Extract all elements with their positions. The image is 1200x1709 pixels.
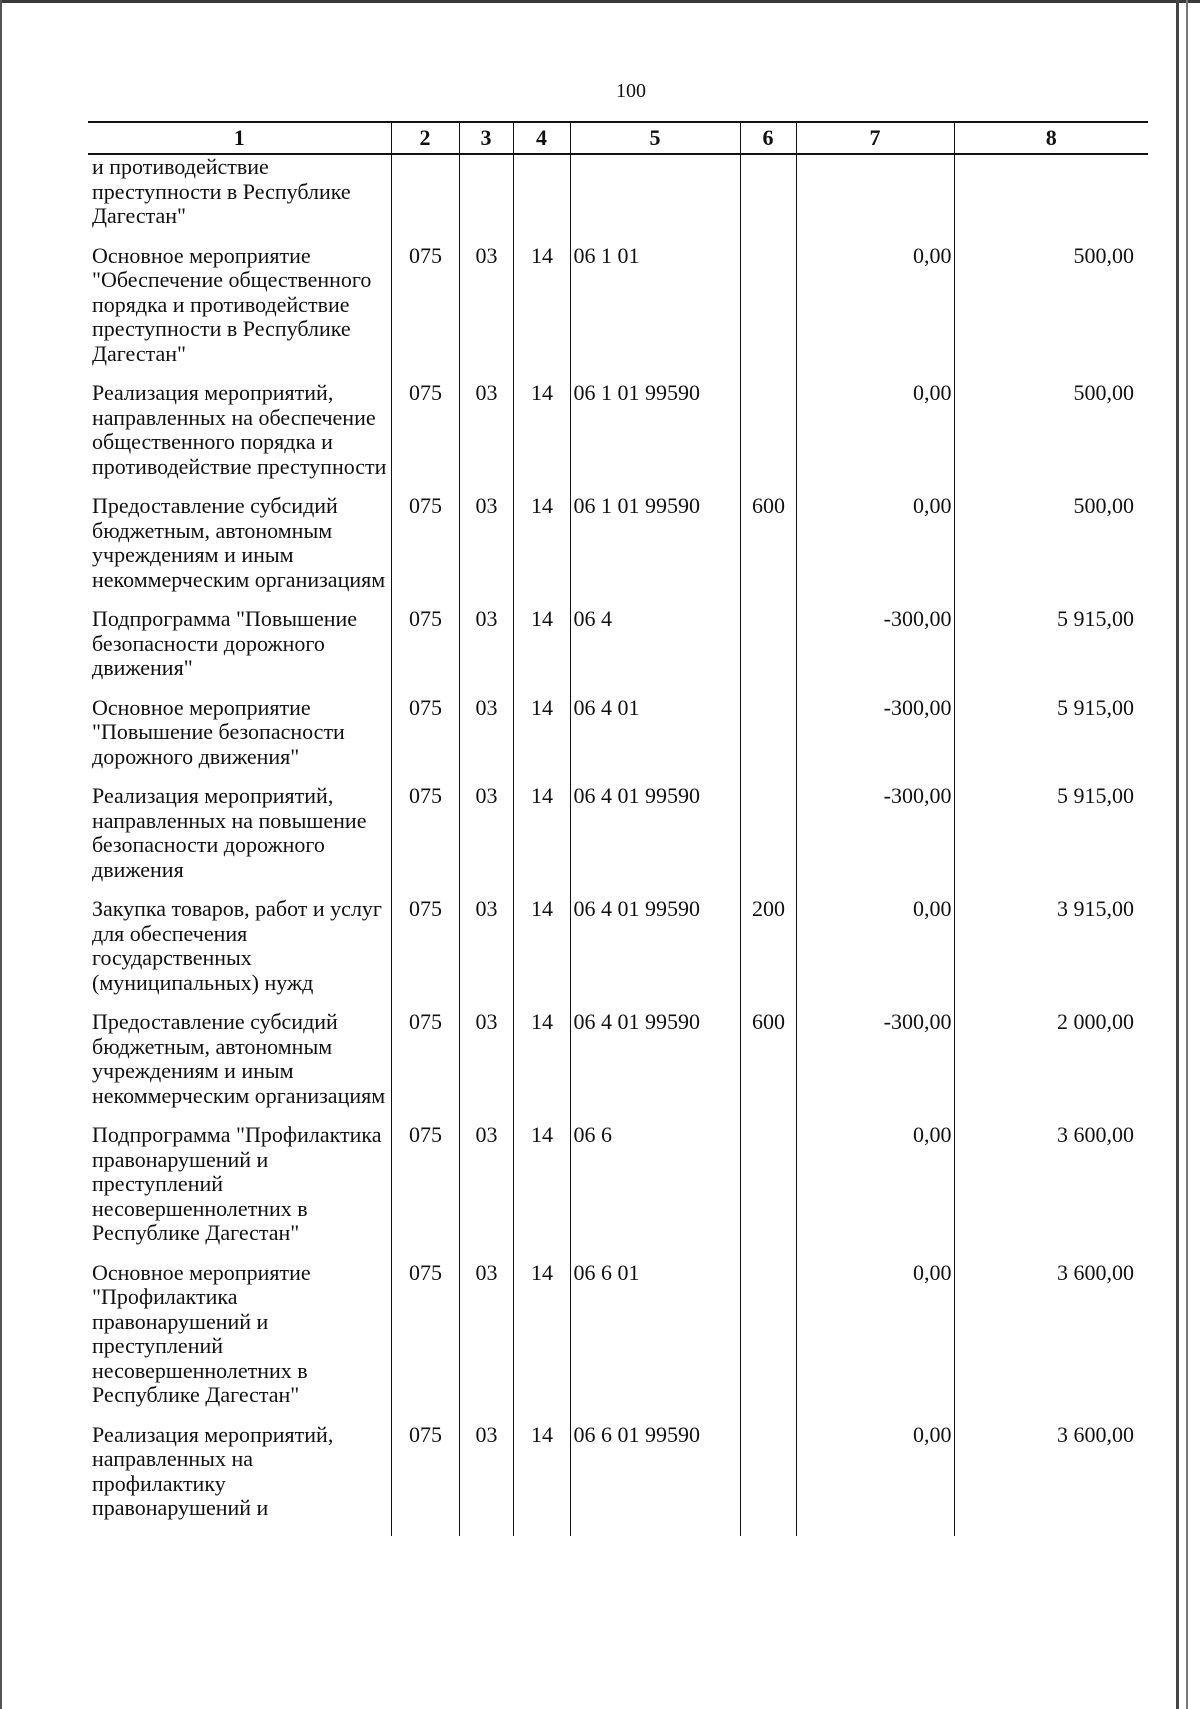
expense-type-cell (740, 381, 796, 494)
amount-change-cell: 0,00 (796, 381, 954, 494)
amount-change-cell: -300,00 (796, 784, 954, 897)
row-name-cell: Предоставление субсидий бюджетным, автономным учреждениям и иным некоммерческим организациям (92, 1009, 386, 1108)
row-name-cell: Основное мероприятие "Профилактика правонарушений и преступлений несовершеннолетних в Республике Дагестан" (92, 1259, 311, 1407)
column-header-4: 4 (513, 122, 570, 154)
amount-change-cell: 0,00 (796, 1423, 954, 1536)
target-article-cell: 06 4 01 99590 (570, 1010, 740, 1123)
amount-total-cell: 3 915,00 (954, 897, 1148, 1010)
target-article-cell: 06 1 01 99590 (570, 381, 740, 494)
column-header-6: 6 (740, 122, 796, 154)
expense-type-cell (740, 154, 796, 244)
amount-change-cell: 0,00 (796, 1123, 954, 1261)
row-name-cell: Подпрограмма "Повышение безопасности дорожного движения" (92, 606, 358, 680)
amount-total-cell: 5 915,00 (954, 607, 1148, 696)
amount-total-cell: 3 600,00 (954, 1423, 1148, 1536)
table-row (88, 1010, 1148, 1123)
admin-code-cell (391, 154, 459, 244)
expense-type-cell (740, 244, 796, 382)
target-article-cell: 06 1 01 (570, 244, 740, 382)
admin-code-cell: 075 (391, 897, 459, 1010)
admin-code-cell: 075 (391, 784, 459, 897)
section-code-cell: 03 (459, 784, 513, 897)
target-article-cell: 06 6 01 (570, 1261, 740, 1423)
row-name-cell: Закупка товаров, работ и услуг для обеспечения государственных (муниципальных) нужд (92, 896, 382, 995)
admin-code-cell: 075 (391, 381, 459, 494)
subsection-code-cell: 14 (513, 784, 570, 897)
amount-change-cell: -300,00 (796, 607, 954, 696)
table-row (88, 381, 1148, 494)
amount-change-cell: 0,00 (796, 897, 954, 1010)
subsection-code-cell: 14 (513, 1010, 570, 1123)
column-header-1: 1 (88, 122, 391, 154)
row-name-cell: Основное мероприятие "Повышение безопасности дорожного движения" (92, 694, 345, 769)
row-name-cell: Предоставление субсидий бюджетным, автономным учреждениям и иным некоммерческим организациям (92, 493, 386, 592)
budget-table-container (88, 121, 1148, 1536)
table-row (88, 1261, 1148, 1423)
section-code-cell: 03 (459, 381, 513, 494)
target-article-cell: 06 6 (570, 1123, 740, 1261)
expense-type-cell: 200 (740, 897, 796, 1010)
expense-type-cell (740, 1261, 796, 1423)
column-header-2: 2 (391, 122, 459, 154)
subsection-code-cell (513, 154, 570, 244)
amount-total-cell: 500,00 (954, 494, 1148, 607)
scan-border-left (0, 0, 2, 1709)
table-row (88, 494, 1148, 607)
amount-total-cell: 500,00 (954, 381, 1148, 494)
row-name-cell: и противодействие преступности в Республике Дагестан" (92, 154, 351, 228)
section-code-cell: 03 (459, 1123, 513, 1261)
subsection-code-cell: 14 (513, 381, 570, 494)
admin-code-cell: 075 (391, 244, 459, 382)
table-row (88, 897, 1148, 1010)
scan-border-right (1176, 0, 1179, 1709)
expense-type-cell (740, 607, 796, 696)
amount-total-cell: 3 600,00 (954, 1123, 1148, 1261)
target-article-cell: 06 4 (570, 607, 740, 696)
section-code-cell: 03 (459, 696, 513, 785)
admin-code-cell: 075 (391, 696, 459, 785)
expense-type-cell (740, 784, 796, 897)
subsection-code-cell: 14 (513, 244, 570, 382)
amount-change-cell: 0,00 (796, 244, 954, 382)
subsection-code-cell: 14 (513, 1423, 570, 1536)
target-article-cell: 06 1 01 99590 (570, 494, 740, 607)
amount-change-cell: -300,00 (796, 1010, 954, 1123)
section-code-cell: 03 (459, 897, 513, 1010)
amount-total-cell: 3 600,00 (954, 1261, 1148, 1423)
target-article-cell: 06 4 01 99590 (570, 784, 740, 897)
section-code-cell: 03 (459, 1010, 513, 1123)
expense-type-cell: 600 (740, 494, 796, 607)
section-code-cell: 03 (459, 1423, 513, 1536)
table-body (88, 154, 1148, 1536)
section-code-cell: 03 (459, 494, 513, 607)
section-code-cell: 03 (459, 1261, 513, 1423)
amount-total-cell: 5 915,00 (954, 696, 1148, 785)
subsection-code-cell: 14 (513, 696, 570, 785)
subsection-code-cell: 14 (513, 494, 570, 607)
admin-code-cell: 075 (391, 494, 459, 607)
table-row (88, 696, 1148, 785)
table-row (88, 244, 1148, 382)
column-header-5: 5 (570, 122, 740, 154)
budget-table (88, 121, 1148, 1536)
amount-change-cell: 0,00 (796, 1261, 954, 1423)
table-row (88, 1423, 1148, 1536)
scan-border-right-inner (1186, 0, 1188, 1709)
table-row (88, 784, 1148, 897)
expense-type-cell: 600 (740, 1010, 796, 1123)
expense-type-cell (740, 1423, 796, 1536)
table-row (88, 154, 1148, 244)
amount-total-cell: 500,00 (954, 244, 1148, 382)
amount-change-cell: -300,00 (796, 696, 954, 785)
row-name-cell: Реализация мероприятий, направленных на повышение безопасности дорожного движения (92, 783, 367, 882)
column-header-7: 7 (796, 122, 954, 154)
section-code-cell: 03 (459, 607, 513, 696)
target-article-cell: 06 6 01 99590 (570, 1423, 740, 1536)
admin-code-cell: 075 (391, 1261, 459, 1423)
table-row (88, 607, 1148, 696)
admin-code-cell: 075 (391, 607, 459, 696)
subsection-code-cell: 14 (513, 1123, 570, 1261)
section-code-cell (459, 154, 513, 244)
scan-border-top (0, 0, 1200, 3)
subsection-code-cell: 14 (513, 1261, 570, 1423)
table-header-row (88, 122, 1148, 154)
table-row (88, 1123, 1148, 1261)
amount-change-cell (796, 154, 954, 244)
target-article-cell (570, 154, 740, 244)
column-header-3: 3 (459, 122, 513, 154)
expense-type-cell (740, 696, 796, 785)
admin-code-cell: 075 (391, 1010, 459, 1123)
row-name-cell: Основное мероприятие "Обеспечение общественного порядка и противодействие преступности в Республике Дагестан" (92, 242, 372, 366)
column-header-8: 8 (954, 122, 1148, 154)
section-code-cell: 03 (459, 244, 513, 382)
amount-total-cell: 2 000,00 (954, 1010, 1148, 1123)
page-number: 100 (616, 80, 646, 102)
target-article-cell: 06 4 01 (570, 696, 740, 785)
amount-change-cell: 0,00 (796, 494, 954, 607)
subsection-code-cell: 14 (513, 607, 570, 696)
admin-code-cell: 075 (391, 1123, 459, 1261)
target-article-cell: 06 4 01 99590 (570, 897, 740, 1010)
expense-type-cell (740, 1123, 796, 1261)
subsection-code-cell: 14 (513, 897, 570, 1010)
row-name-cell: Реализация мероприятий, направленных на обеспечение общественного порядка и противодействие преступности (92, 380, 387, 479)
row-name-cell: Реализация мероприятий, направленных на профилактику правонарушений и (92, 1421, 334, 1520)
amount-total-cell: 5 915,00 (954, 784, 1148, 897)
row-name-cell: Подпрограмма "Профилактика правонарушений и преступлений несовершеннолетних в Республике Дагестан" (92, 1122, 382, 1245)
amount-total-cell (954, 154, 1148, 244)
admin-code-cell: 075 (391, 1423, 459, 1536)
